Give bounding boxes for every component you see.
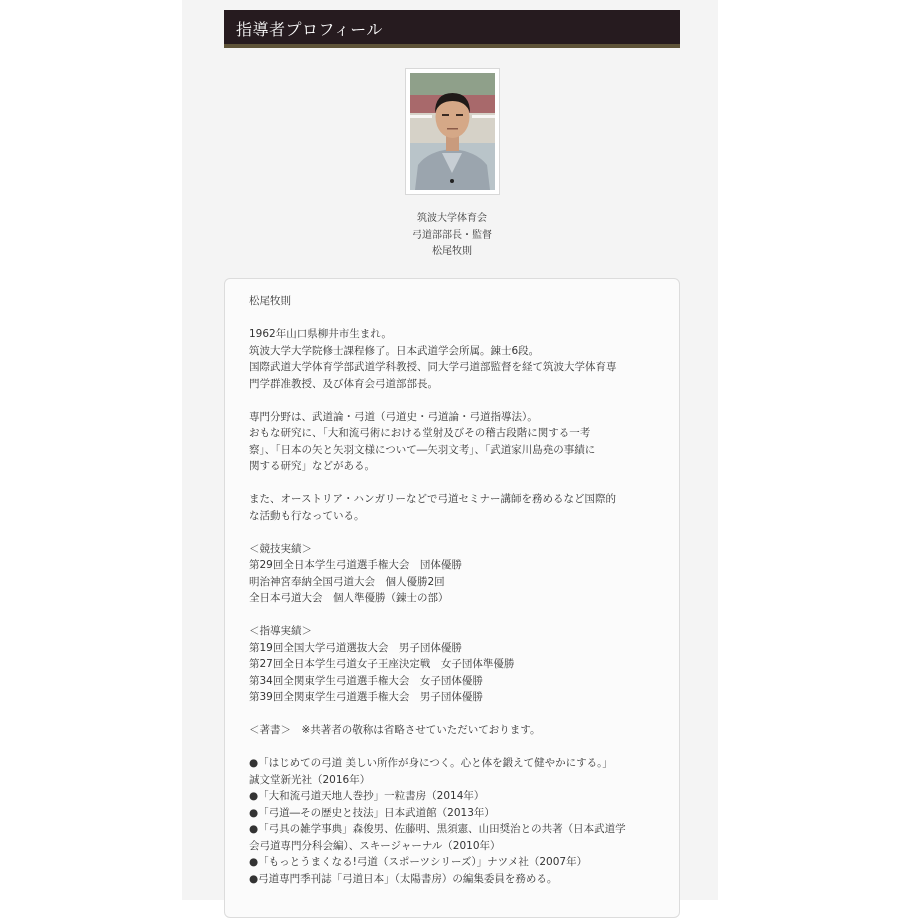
caption-role: 弓道部部長・監督 — [412, 229, 492, 241]
portrait-image — [410, 73, 495, 190]
book-item: ●「もっとうまくなる!弓道（スポーツシリーズ）」ナツメ社（2007年） — [249, 856, 588, 868]
bio-line: 1962年山口県柳井市生まれ。 — [249, 328, 392, 340]
book-item: 誠文堂新光社（2016年） — [249, 773, 371, 786]
research-line: 察」、「日本の矢と矢羽文様について―矢羽文考」、「武道家川島堯の事績に — [249, 443, 596, 456]
book-item: 会弓道専門分科会編）、スキージャーナル（2010年） — [249, 839, 501, 852]
book-item: ●「弓具の雑学事典」森俊男、佐藤明、黒須憲、山田奨治との共著（日本武道学 — [249, 823, 626, 835]
book-item: ●弓道専門季刊誌「弓道日本」（太陽書房）の編集委員を務める。 — [249, 872, 558, 885]
section-header — [224, 10, 680, 48]
coaching-item: 第19回全国大学弓道選抜大会 男子団体優勝 — [249, 641, 462, 654]
international-line: な活動も行なっている。 — [249, 509, 365, 522]
competition-heading: ＜競技実績＞ — [249, 542, 312, 555]
international-line: また、オーストリア・ハンガリーなどで弓道セミナー講師を務めるなど国際的 — [249, 493, 616, 505]
book-item: ●「弓道―その歴史と技法」日本武道館（2013年） — [249, 806, 495, 819]
bio-line: 門学群准教授、及び体育会弓道部部長。 — [249, 377, 438, 390]
competition-item: 第29回全日本学生弓道選手権大会 団体優勝 — [249, 559, 462, 571]
coaching-item: 第34回全関東学生弓道選手権大会 女子団体優勝 — [249, 674, 483, 687]
bio-line: 国際武道大学体育学部武道学科教授、同大学弓道部監督を経て筑波大学体育専 — [249, 361, 617, 373]
profile-panel — [224, 278, 680, 918]
bio-line: 筑波大学大学院修士課程修了。日本武道学会所属。錬士6段。 — [249, 344, 540, 357]
caption-name: 松尾牧則 — [432, 246, 472, 257]
coach-caption — [352, 211, 552, 261]
page-title: 指導者プロフィール — [236, 20, 383, 39]
competition-item: 全日本弓道大会 個人準優勝（錬士の部） — [249, 592, 449, 604]
coaching-heading: ＜指導実績＞ — [249, 625, 312, 637]
profile-name: 松尾牧則 — [249, 295, 291, 307]
competition-item: 明治神宮奉納全国弓道大会 個人優勝2回 — [249, 575, 445, 588]
research-line: おもな研究に、「大和流弓術における堂射及びその稽古段階に関する一考 — [249, 427, 591, 439]
coaching-item: 第39回全関東学生弓道選手権大会 男子団体優勝 — [249, 691, 483, 703]
profile-text — [249, 293, 659, 887]
research-line: 関する研究」などがある。 — [249, 460, 375, 472]
research-line: 専門分野は、武道論・弓道（弓道史・弓道論・弓道指導法）。 — [249, 410, 538, 423]
coach-photo — [405, 68, 500, 195]
book-item: ●「はじめての弓道 美しい所作が身につく。心と体を鍛えて健やかにする。」 — [249, 757, 613, 769]
caption-organization: 筑波大学体育会 — [417, 213, 487, 224]
books-heading: ＜著書＞ ※共著者の敬称は省略させていただいております。 — [249, 724, 541, 736]
coaching-item: 第27回全日本学生弓道女子王座決定戦 女子団体準優勝 — [249, 658, 515, 670]
book-item: ●「大和流弓道天地人巻抄」一粒書房（2014年） — [249, 790, 485, 802]
